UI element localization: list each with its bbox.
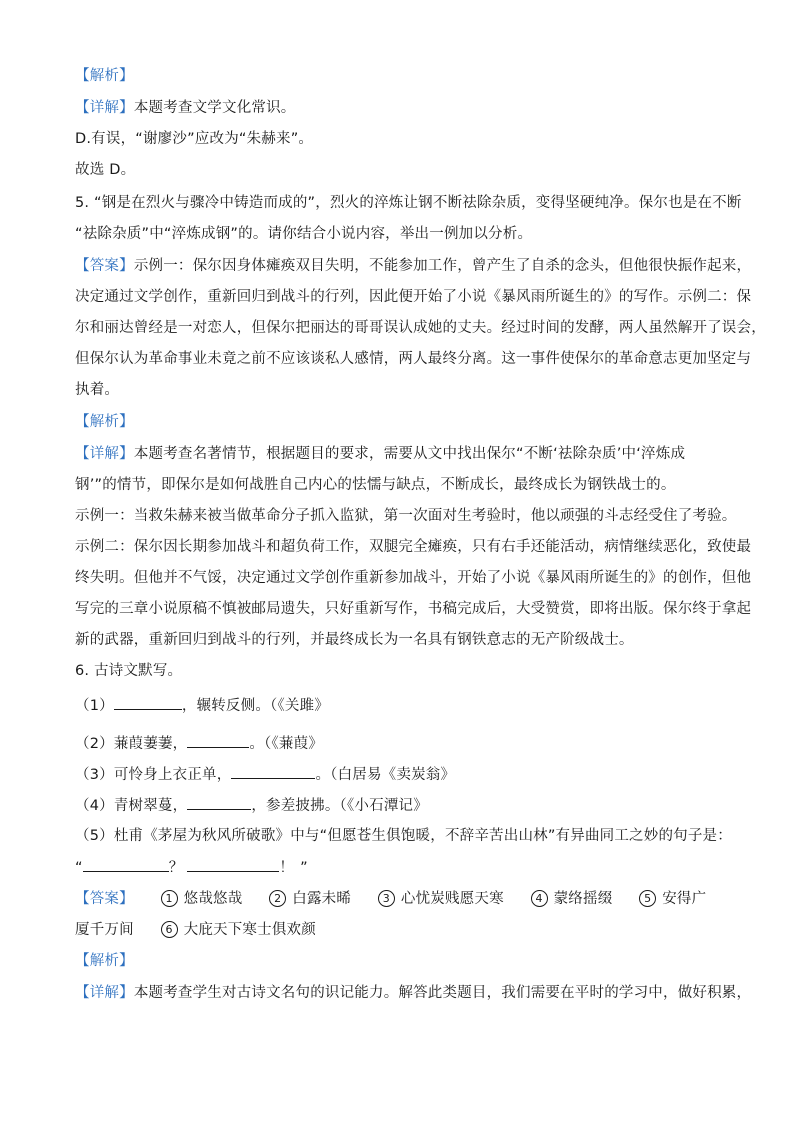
text-line: 写完的三章小说原稿不慎被邮局遗失，只好重新写作，书稿完成后，大受赞赏，即将出版。保尔终于拿起 [75,601,752,617]
text-line: 示例二：保尔因长期参加战斗和超负荷工作，双腿完全瘫痪，只有右手还能活动，病情继续恶化，致使最 [75,539,752,555]
circled-number: 2 [269,890,286,907]
fill-blank [187,795,251,810]
sub-question-1: （1） ，辗转反侧。（《关雎》 [75,695,329,716]
analysis-heading: 【解析】 [75,414,134,430]
text-line: 尔和丽达曾经是一对恋人，但保尔把丽达的哥哥误认成她的丈夫。经过时间的发酵，两人虽然解开了误会， [75,320,766,336]
question-5-stem: 5. “钢是在烈火与骤冷中铸造而成的”，烈火的淬炼让钢不断祛除杂质，变得坚硬纯净。保尔也是在不断 [75,195,742,211]
question-5-stem: “祛除杂质”中“淬炼成钢”的。请你结合小说内容，举出一例加以分析。 [75,226,533,242]
circled-number: 6 [161,921,178,938]
fill-blank [231,764,315,779]
answer-paragraph-cont: 厦千万间 6 大庇天下寒士俱欢颜 [75,922,316,938]
circled-number: 1 [161,890,178,907]
text-line: 故选 D。 [75,162,136,178]
detail-paragraph: 【详解】本题考查文学文化常识。 [75,100,296,116]
analysis-heading: 【解析】 [75,953,134,969]
fill-blank [187,733,249,748]
fill-blank [114,695,182,710]
text-line: 终失明。但他并不气馁，决定通过文学创作重新参加战斗，开始了小说《暴风雨所诞生的》的创作，但他 [75,570,752,586]
text-line: 决定通过文学创作，重新回归到战斗的行列，因此便开始了小说《暴风雨所诞生的》的写作。示例二：保 [75,289,752,305]
text-line: 钢’”的情节，即保尔是如何战胜自己内心的怯懦与缺点，不断成长，最终成长为钢铁战士的。 [75,477,676,493]
answer-paragraph: 【答案】示例一：保尔因身体瘫痪双目失明，不能参加工作，曾产生了自杀的念头，但他很快振作起来， [75,258,752,274]
circled-number: 3 [378,890,395,907]
text-line: D.有误，“谢廖沙”应改为“朱赫来”。 [75,131,314,147]
detail-paragraph: 【详解】本题考查名著情节，根据题目的要求，需要从文中找出保尔“不断‘祛除杂质’中‘淬炼成 [75,446,686,462]
text-line: 但保尔认为革命事业未竟之前不应该谈私人感情，两人最终分离。这一事件使保尔的革命意志更加坚定与 [75,351,752,367]
answer-paragraph: 【答案】 1 悠哉悠哉 2 白露未晞 3 心忧炭贱愿天寒 4 蒙络摇缀 5 安得广 [75,891,707,907]
text-line: 新的武器，重新回归到战斗的行列，并最终成长为一名具有钢铁意志的无产阶级战士。 [75,632,634,648]
sub-question-5-blanks: “ ？ ！ ” [75,857,308,878]
circled-number: 5 [639,890,656,907]
analysis-heading: 【解析】 [75,68,134,84]
circled-number: 4 [531,890,548,907]
question-6-stem: 6. 古诗文默写。 [75,663,183,679]
fill-blank [83,857,169,872]
text-line: 执着。 [75,382,120,398]
sub-question-2: （2）蒹葭萋萋， 。（《蒹葭》 [75,733,323,754]
sub-question-5: （5）杜甫《茅屋为秋风所破歌》中与“但愿苍生俱饱暖，不辞辛苦出山林”有异曲同工之妙的句子是： [75,828,732,844]
text-line: 示例一：当救朱赫来被当做革命分子抓入监狱，第一次面对生考验时，他以顽强的斗志经受住了考验。 [75,508,737,524]
detail-paragraph: 【详解】本题考查学生对古诗文名句的识记能力。解答此类题目，我们需要在平时的学习中，做好积累， [75,985,752,1001]
fill-blank [187,857,279,872]
sub-question-3: （3）可怜身上衣正单， 。（白居易《卖炭翁》 [75,764,455,785]
sub-question-4: （4）青树翠蔓， ，参差披拂。（《小石潭记》 [75,795,428,816]
